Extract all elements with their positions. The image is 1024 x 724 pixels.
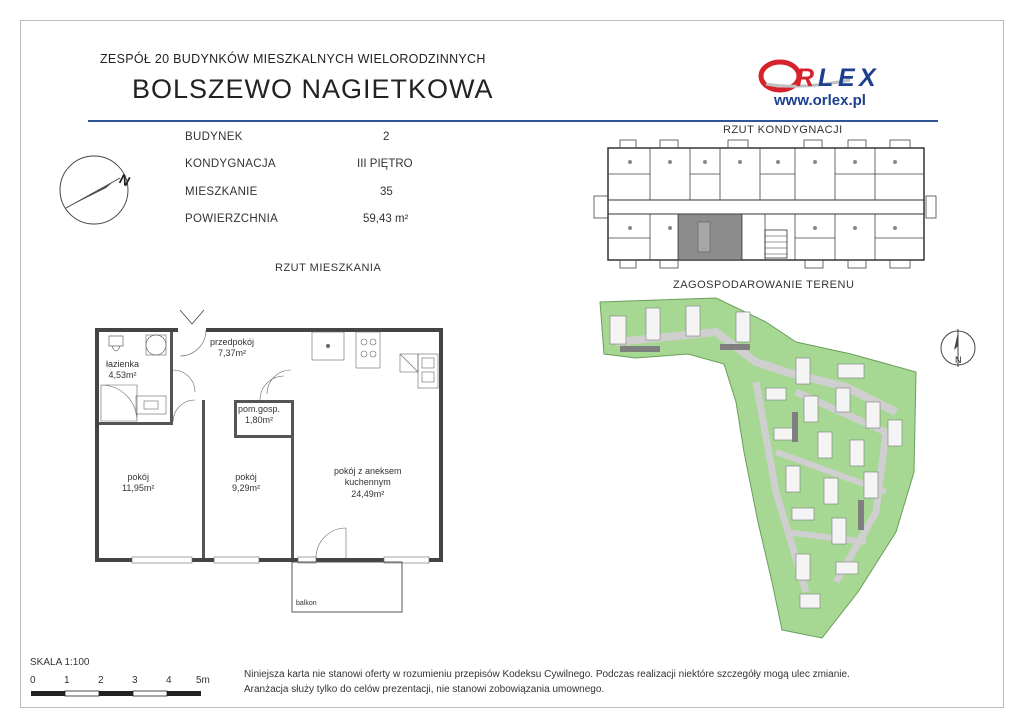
scale-tick-3: 3 [132,675,138,686]
room-bedroom1-name: pokój [127,472,149,482]
logo-website: www.orlex.pl [774,92,866,109]
room-utility-area: 1,80m² [245,415,274,426]
orlex-logo [758,56,938,112]
scale-tick-4: 4 [166,675,172,686]
room-bedroom2-label [232,472,260,495]
room-bedroom1-label [122,472,154,495]
info-value-apartment: 35 [380,186,393,198]
info-value-area: 59,43 m² [363,213,409,225]
scale-bar [30,675,220,703]
disclaimer [244,668,964,697]
info-label-apartment: MIESZKANIE [185,186,258,198]
site-plan [596,292,936,640]
room-utility-label [238,404,280,427]
disclaimer-line-2: Aranżacja służy tylko do celów prezentacji, nie stanowi zobowiązania umownego. [244,683,605,695]
scale-tick-0: 0 [30,675,36,686]
info-label-floor: KONDYGNACJA [185,158,276,170]
header-divider [88,120,938,122]
room-bathroom-label [106,359,139,382]
room-living-area: 24,49m² [351,488,385,499]
room-bathroom-name: łazienka [106,359,140,369]
logo-letter-x: X [859,64,876,92]
floor-plan-caption: RZUT KONDYGNACJI [723,124,843,136]
info-label-building: BUDYNEK [185,131,243,143]
logo-letter-l: L [818,64,834,92]
room-living-name: pokój z aneksem [334,466,402,476]
balcony-label: balkon [296,600,317,607]
logo-graphic [758,56,938,112]
room-bathroom-area: 4,53m² [108,370,137,381]
info-value-floor: III PIĘTRO [357,158,413,170]
scale-label: SKALA 1:100 [30,657,90,668]
scale-tick-5: 5m [196,675,210,686]
project-title: BOLSZEWO NAGIETKOWA [132,74,494,104]
north-arrow-left [56,148,138,230]
room-living-name2: kuchennym [344,477,391,488]
disclaimer-line-1: Niniejsza karta nie stanowi oferty w rozumieniu przepisów Kodeksu Cywilnego. Podczas realizacji niektóre szczegóły mogą ulec zmianie. [244,669,850,680]
room-living-label [334,466,402,500]
north-arrow-right [938,324,978,372]
apartment-floor-plan [84,300,454,620]
logo-letter-r: R [796,64,815,92]
unit-plan-caption: RZUT MIESZKANIA [275,262,382,274]
room-bedroom1-area: 11,95m² [122,483,155,494]
room-bedroom2-area: 9,29m² [232,483,261,494]
building-floor-plan [590,138,940,274]
site-plan-caption: ZAGOSPODAROWANIE TERENU [673,279,855,291]
scale-tick-1: 1 [64,675,70,686]
room-hall-area: 7,37m² [218,348,247,359]
room-bedroom2-name: pokój [235,472,257,482]
info-label-area: POWIERZCHNIA [185,213,279,225]
room-hall-name: przedpokój [210,337,255,347]
logo-letter-e: E [838,64,855,92]
project-subtitle: ZESPÓŁ 20 BUDYNKÓW MIESZKALNYCH WIELORODZINNYCH [100,52,486,66]
north-label-right: N [955,355,962,365]
north-label-left: N [116,170,134,190]
room-utility-name: pom.gosp. [238,404,281,414]
scale-tick-2: 2 [98,675,104,686]
info-value-building: 2 [383,131,390,143]
room-hall-label [210,337,254,360]
